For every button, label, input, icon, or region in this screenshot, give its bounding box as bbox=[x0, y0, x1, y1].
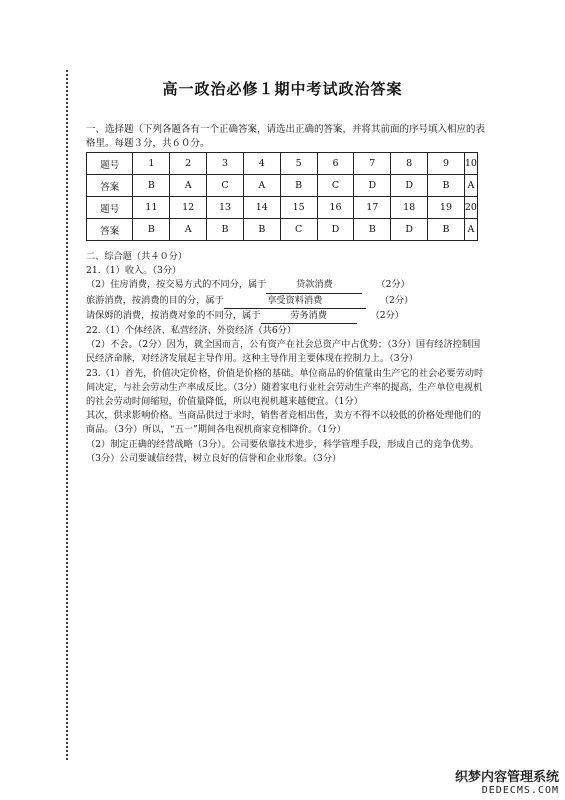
table-cell: D bbox=[391, 175, 428, 197]
table-cell: B bbox=[133, 219, 170, 241]
watermark-logo bbox=[455, 766, 559, 796]
q21-part4-blank: 劳务消费 bbox=[261, 309, 357, 324]
q23-part2: （2）制定正确的经营战略（3分）。公司要依靠技术进步，科学管理手段，形成自己的竞争优势。（3分）公司要诚信经营，树立良好的信誉和企业形象。（3分） bbox=[86, 438, 479, 464]
table-row bbox=[87, 175, 478, 197]
table-cell: B bbox=[428, 175, 465, 197]
section1-heading: 一、选择题（下列各题各有一个正确答案，请选出正确的答案，并将其前面的序号填入相应的表格里。每题３分，共６０分。 bbox=[86, 124, 486, 149]
table-cell: 2 bbox=[170, 153, 207, 175]
table-cell: 14 bbox=[243, 197, 280, 219]
q23-part1: 23.（1）首先，价值决定价格，价值是价格的基础。单位商品的价值量由生产它的社会必要劳动时间决定，与社会劳动生产率成反比。（3分）随着家电行业社会劳动生产率的提高，生产单位电视机的社会劳动时间缩短，价值量降低，所以电视机越来越便宜。（1分） bbox=[86, 367, 484, 408]
section2-heading: 二、综合题（共４０分） bbox=[86, 251, 188, 262]
q23-supply-demand: 其次，供求影响价格。当商品供过于求时，销售者竞相出售，卖方不得不以较低的价格处理他们的商品。（3分）所以，“五一”期间各电视机商家竞相降价。（1分） bbox=[86, 410, 482, 436]
table-cell: 18 bbox=[391, 197, 428, 219]
table-cell: C bbox=[207, 175, 244, 197]
table-cell: 1 bbox=[133, 153, 170, 175]
table-row-header: 答案 bbox=[87, 175, 133, 197]
table-cell: 11 bbox=[133, 197, 170, 219]
table-cell: 4 bbox=[243, 153, 280, 175]
table-cell: D bbox=[391, 219, 428, 241]
answer-table bbox=[86, 152, 478, 241]
q21-part2-blank: 贷款消费 bbox=[266, 278, 362, 293]
table-cell: 6 bbox=[317, 153, 354, 175]
table-cell: B bbox=[354, 219, 391, 241]
table-cell: C bbox=[317, 175, 354, 197]
table-cell: A bbox=[464, 219, 477, 241]
watermark-line2: DEDECMS.COM bbox=[481, 785, 559, 796]
table-row bbox=[87, 153, 478, 175]
binding-dotted-line bbox=[66, 70, 68, 760]
table-row bbox=[87, 219, 478, 241]
section2 bbox=[86, 250, 486, 466]
table-cell: 10 bbox=[464, 153, 477, 175]
table-cell: 20 bbox=[464, 197, 477, 219]
table-cell: A bbox=[464, 175, 477, 197]
table-cell: 3 bbox=[207, 153, 244, 175]
page-title: 高一政治必修１期中考试政治答案 bbox=[162, 80, 403, 98]
table-cell: 12 bbox=[170, 197, 207, 219]
table-row-header: 答案 bbox=[87, 219, 133, 241]
table-cell: 16 bbox=[317, 197, 354, 219]
table-cell: B bbox=[428, 219, 465, 241]
q21-part2: （2）住房消费，按交易方式的不同分，属于 贷款消费 （2分） bbox=[86, 278, 486, 293]
table-cell: A bbox=[243, 175, 280, 197]
table-cell: B bbox=[207, 219, 244, 241]
table-cell: 19 bbox=[428, 197, 465, 219]
table-cell: B bbox=[133, 175, 170, 197]
table-cell: C bbox=[280, 219, 317, 241]
table-cell: 7 bbox=[354, 153, 391, 175]
q21-part3-blank: 享受资料消费 bbox=[224, 294, 366, 309]
table-cell: 17 bbox=[354, 197, 391, 219]
table-cell: B bbox=[280, 175, 317, 197]
watermark-line1: 织梦内容管理系统 bbox=[454, 770, 559, 785]
table-cell: D bbox=[354, 175, 391, 197]
q21-part1: 21.（1）收入。（3分） bbox=[86, 265, 182, 277]
table-cell: D bbox=[317, 219, 354, 241]
table-cell: B bbox=[243, 219, 280, 241]
table-cell: 13 bbox=[207, 197, 244, 219]
table-cell: A bbox=[170, 219, 207, 241]
table-row-header: 题号 bbox=[87, 153, 133, 175]
table-row-header: 题号 bbox=[87, 197, 133, 219]
q21-part4: 请保姆的消费，按消费对象的不同分，属于 劳务消费 （2分） bbox=[86, 309, 486, 324]
table-cell: A bbox=[170, 175, 207, 197]
table-cell: 9 bbox=[428, 153, 465, 175]
table-cell: 5 bbox=[280, 153, 317, 175]
table-cell: 15 bbox=[280, 197, 317, 219]
q22-part1: 22.（1）个体经济、私营经济、外资经济（共6分） bbox=[86, 325, 297, 337]
q21-part3: 旅游消费，按消费的目的分，属于 享受资料消费 （2分） bbox=[86, 294, 486, 309]
table-cell: 8 bbox=[391, 153, 428, 175]
table-row bbox=[87, 197, 478, 219]
q22-part2: （2）不会。（2分）因为，就全国而言，公有资产在社会总资产中占优势；（3分）国有经济控制国民经济命脉，对经济发展起主导作用。这种主导作用主要体现在控制力上。（3分） bbox=[86, 339, 481, 365]
